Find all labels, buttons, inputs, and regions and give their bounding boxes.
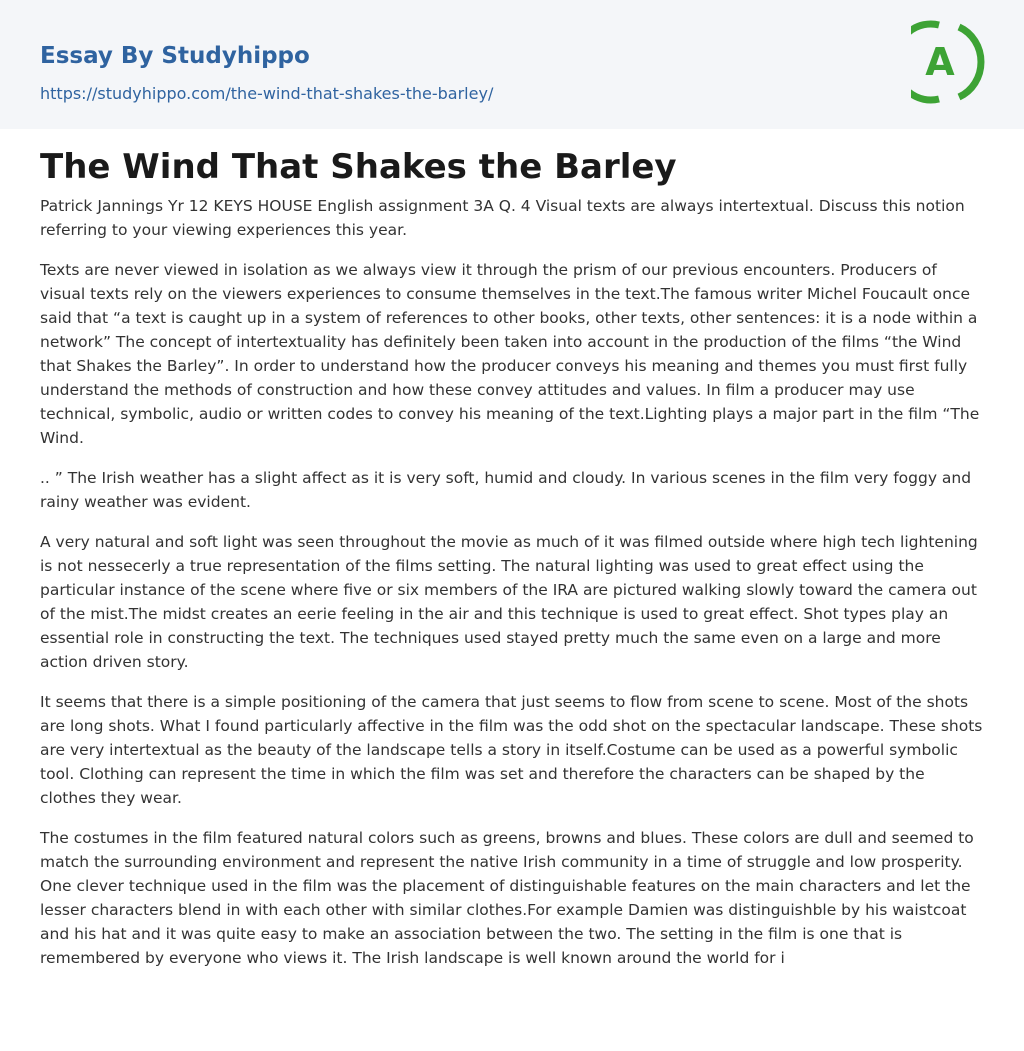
essay-body: [40, 194, 984, 986]
essay-paragraph: A very natural and soft light was seen throughout the movie as much of it was filmed outside where high tech lightening is not nessecerly a true representation of the films setting. The natural lighting was used to great effect using the particular instance of the scene where five or six members of the IRA are pictured walking slowly toward the camera out of the mist.The midst creates an eerie feeling in the air and this technique is used to great effect. Shot types play an essential role in constructing the text. The techniques used stayed pretty much the same even on a large and more action driven story.: [40, 533, 978, 671]
essay-title: The Wind That Shakes the Barley: [40, 147, 677, 187]
essay-paragraph: .. ” The Irish weather has a slight affect as it is very soft, humid and cloudy. In various scenes in the film very foggy and rainy weather was evident.: [40, 469, 972, 511]
studyhippo-logo-icon[interactable]: [911, 19, 987, 105]
brand-title[interactable]: Essay By Studyhippo: [40, 43, 310, 69]
site-header: [0, 0, 1024, 129]
essay-paragraph: Texts are never viewed in isolation as we always view it through the prism of our previous encounters. Producers of visual texts rely on the viewers experiences to consume themselves in the text.The famous writer Michel Foucault once said that “a text is caught up in a system of references to other books, other texts, other sentences: it is a node within a network” The concept of intertextuality has definitely been taken into account in the production of the films “the Wind that Shakes the Barley”. In order to understand how the producer conveys his meaning and themes you must first fully understand the methods of construction and how these convey attitudes and values. In film a producer may use technical, symbolic, audio or written codes to convey his meaning of the text.Lighting plays a major part in the film “The Wind.: [40, 261, 980, 447]
source-url-link[interactable]: https://studyhippo.com/the-wind-that-shakes-the-barley/: [40, 84, 494, 103]
logo-letter: A: [925, 40, 955, 84]
essay-paragraph: Patrick Jannings Yr 12 KEYS HOUSE English assignment 3A Q. 4 Visual texts are always intertextual. Discuss this notion referring to your viewing experiences this year.: [40, 197, 965, 239]
essay-paragraph: It seems that there is a simple positioning of the camera that just seems to flow from scene to scene. Most of the shots are long shots. What I found particularly affective in the film was the odd shot on the spectacular landscape. These shots are very intertextual as the beauty of the landscape tells a story in itself.Costume can be used as a powerful symbolic tool. Clothing can represent the time in which the film was set and therefore the characters can be shaped by the clothes they wear.: [40, 693, 983, 807]
essay-paragraph: The costumes in the film featured natural colors such as greens, browns and blues. These colors are dull and seemed to match the surrounding environment and represent the native Irish community in a time of struggle and low prosperity. One clever technique used in the film was the placement of distinguishable features on the main characters and let the lesser characters blend in with each other with similar clothes.For example Damien was distinguishble by his waistcoat and his hat and it was quite easy to make an association between the two. The setting in the film is one that is remembered by everyone who views it. The Irish landscape is well known around the world for i: [40, 829, 974, 967]
